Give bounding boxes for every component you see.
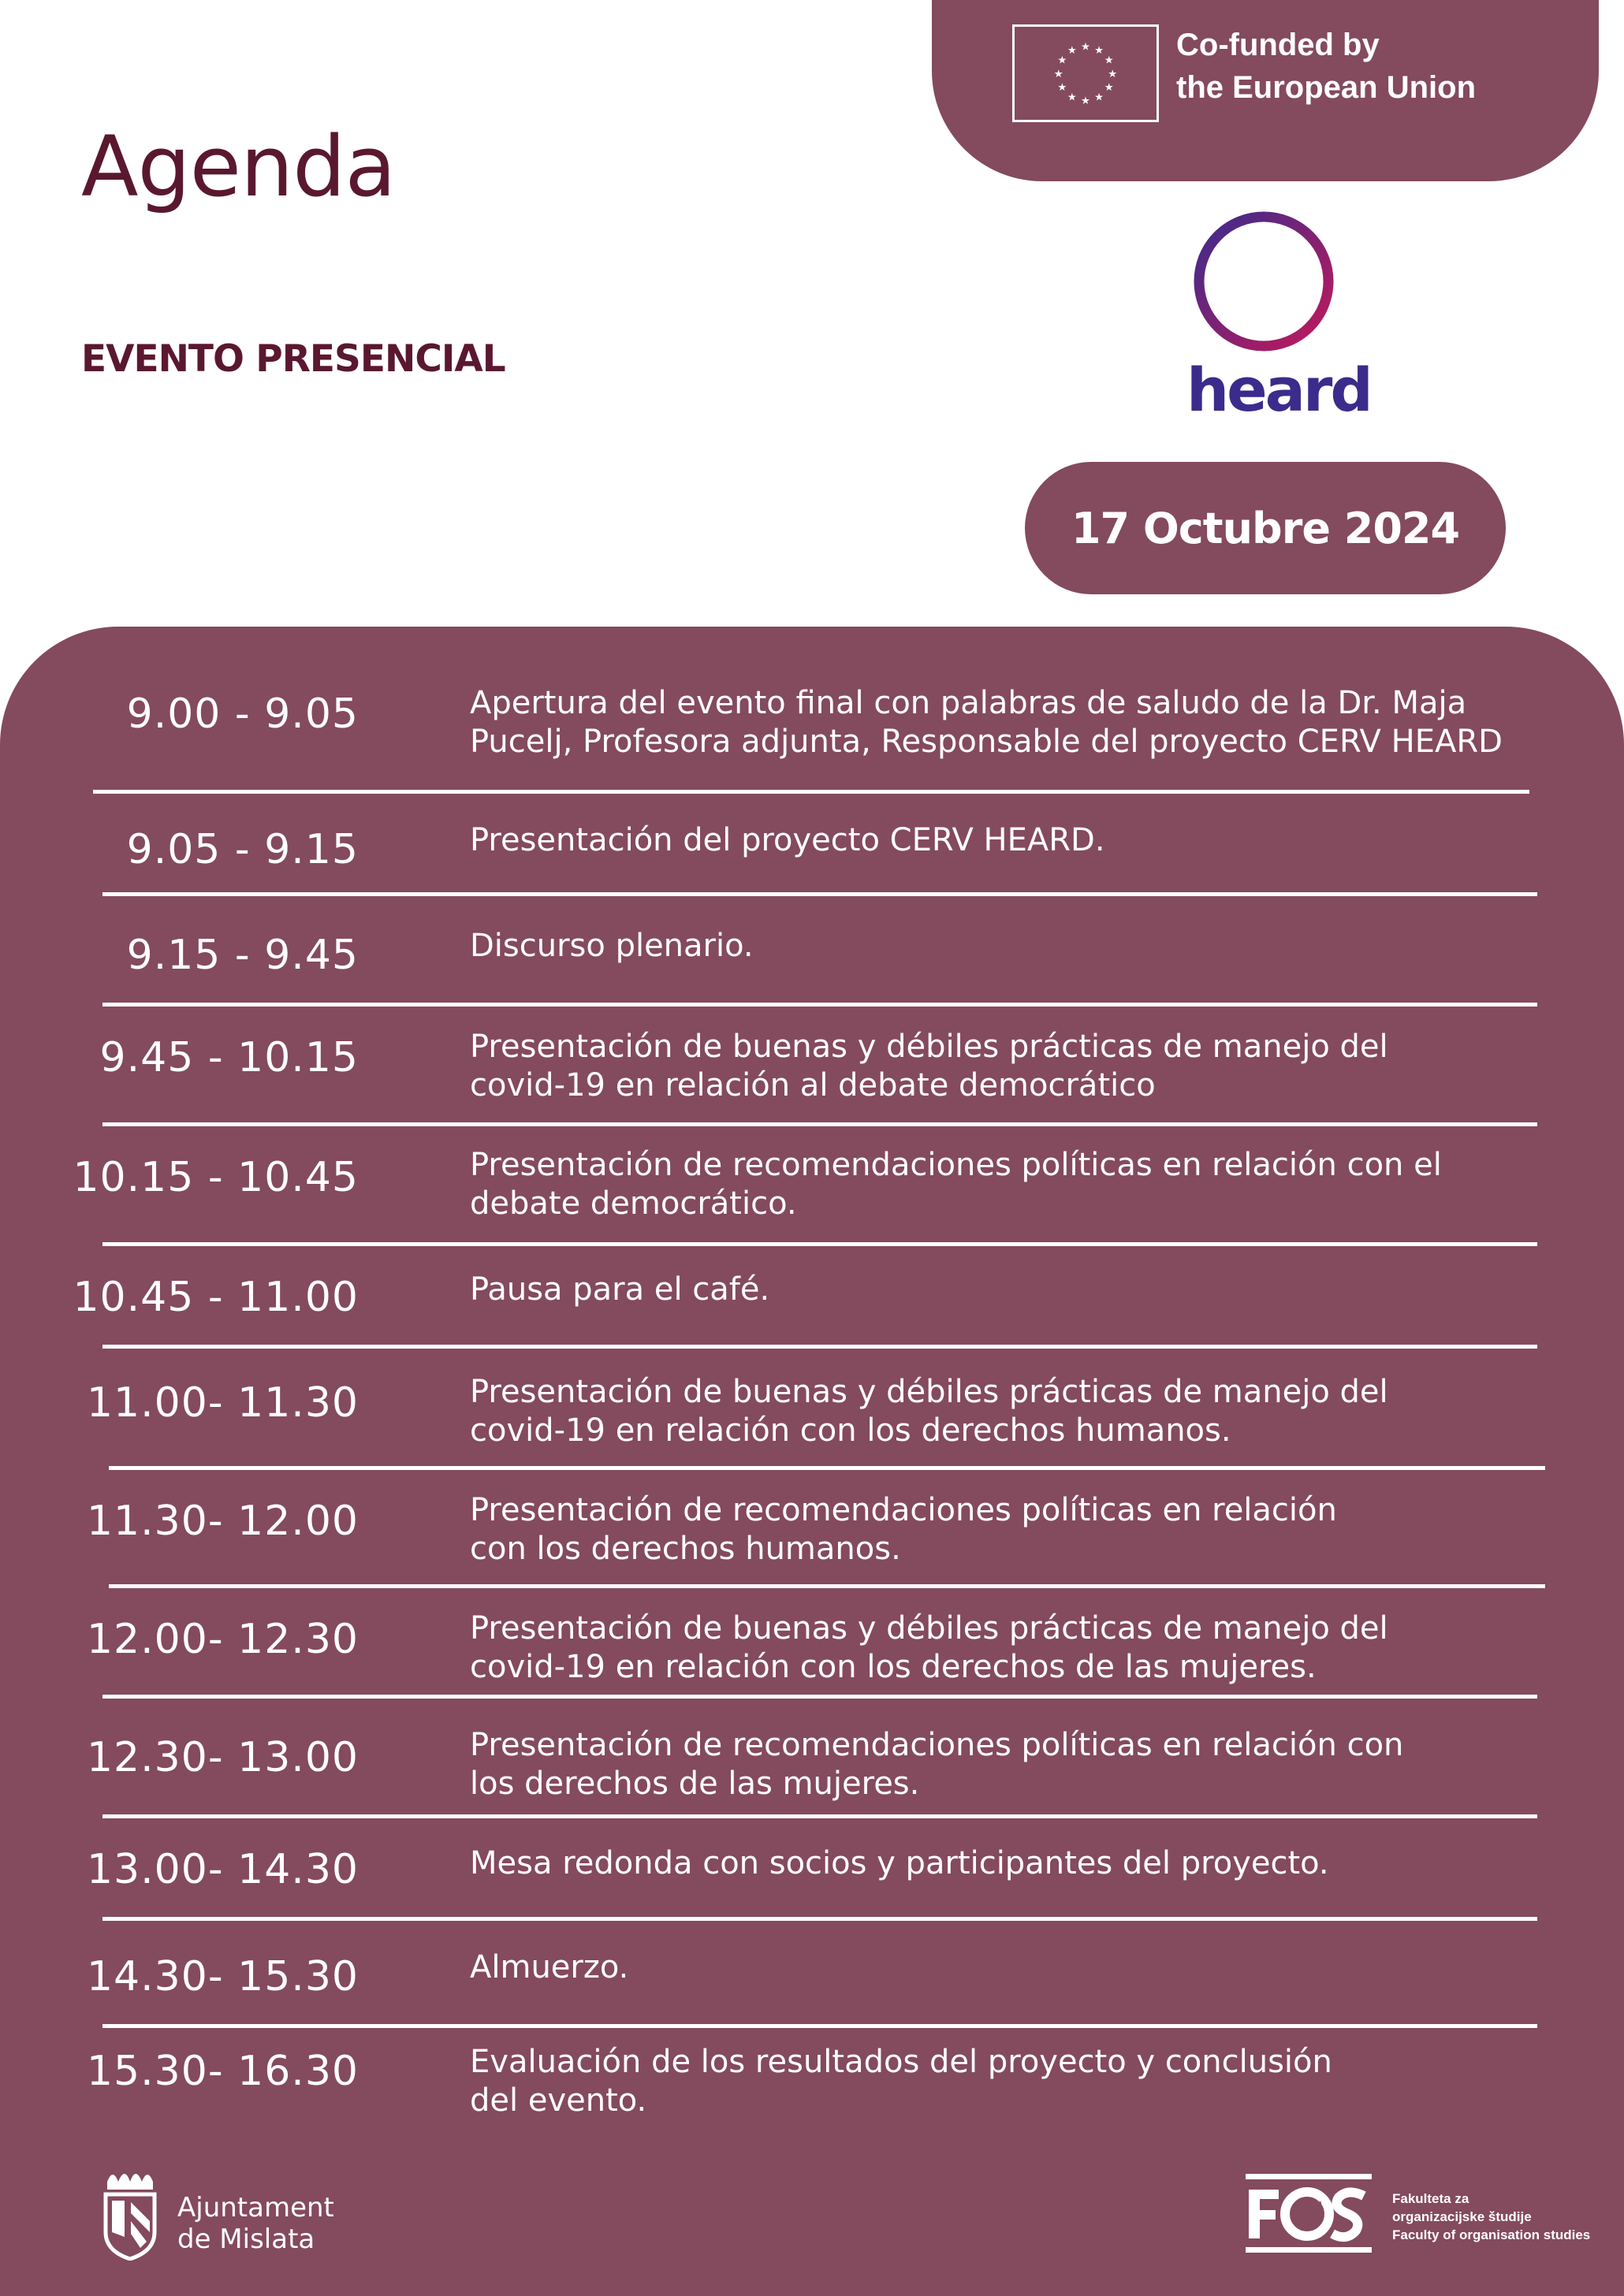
eu-star-icon: ★ <box>1081 41 1090 54</box>
agenda-time: 11.00- 11.30 <box>86 1379 359 1427</box>
agenda-divider <box>102 1345 1537 1349</box>
event-date-badge: 17 Octubre 2024 <box>1025 462 1506 594</box>
eu-star-icon: ★ <box>1057 81 1067 94</box>
agenda-time: 13.00- 14.30 <box>86 1846 359 1893</box>
heard-wordmark: heard <box>1186 355 1371 425</box>
fos-line-3: Faculty of organisation studies <box>1392 2227 1591 2242</box>
eu-star-icon: ★ <box>1094 45 1104 58</box>
fos-line-1: Fakulteta za <box>1392 2191 1469 2206</box>
agenda-description: Presentación del proyecto CERV HEARD. <box>470 822 1105 858</box>
agenda-time: 10.45 - 11.00 <box>73 1274 359 1321</box>
agenda-divider <box>102 1814 1537 1818</box>
agenda-divider <box>102 1003 1537 1007</box>
agenda-divider <box>102 1122 1537 1126</box>
agenda-description: Presentación de recomendaciones políticas en relación con los derechos de las mujeres. <box>470 1727 1404 1802</box>
agenda-time: 12.00- 12.30 <box>86 1616 359 1663</box>
fos-text <box>1392 2190 1590 2244</box>
agenda-time: 15.30- 16.30 <box>86 2048 359 2095</box>
agenda-description: Apertura del evento final con palabras de saludo de la Dr. Maja Pucelj, Profesora adjunta, Responsable del proyecto CERV HEARD <box>470 685 1503 760</box>
eu-star-icon: ★ <box>1104 81 1114 94</box>
ajuntament-text <box>177 2192 334 2255</box>
agenda-description: Presentación de buenas y débiles prácticas de manejo del covid-19 en relación con los derechos de las mujeres. <box>470 1610 1388 1685</box>
eu-star-icon: ★ <box>1057 54 1067 67</box>
agenda-divider <box>102 1695 1537 1699</box>
fos-logo-icon <box>1246 2174 1372 2253</box>
agenda-description: Presentación de recomendaciones políticas en relación con los derechos humanos. <box>470 1492 1337 1567</box>
eu-funding-line-1: Co-funded by <box>1176 28 1380 62</box>
agenda-divider <box>102 892 1537 896</box>
eu-flag-icon <box>1012 24 1159 122</box>
ajuntament-line-1: Ajuntament <box>177 2192 334 2223</box>
agenda-divider <box>93 790 1529 794</box>
page-title: Agenda <box>81 118 396 215</box>
agenda-time: 9.45 - 10.15 <box>99 1034 359 1081</box>
eu-funding-text <box>1176 24 1476 109</box>
agenda-divider <box>109 1584 1545 1588</box>
agenda-divider <box>102 1917 1537 1921</box>
agenda-description: Presentación de buenas y débiles prácticas de manejo del covid-19 en relación con los derechos humanos. <box>470 1374 1388 1449</box>
fos-line-2: organizacijske študije <box>1392 2209 1532 2224</box>
agenda-description: Pausa para el café. <box>470 1271 770 1308</box>
agenda-time: 9.05 - 9.15 <box>126 826 359 873</box>
agenda-description: Almuerzo. <box>470 1949 629 1985</box>
eu-star-icon: ★ <box>1081 95 1090 108</box>
agenda-description: Mesa redonda con socios y participantes del proyecto. <box>470 1845 1329 1881</box>
agenda-time: 11.30- 12.00 <box>86 1498 359 1545</box>
agenda-divider <box>109 1466 1545 1470</box>
eu-star-icon: ★ <box>1094 91 1104 104</box>
mislata-crest-icon <box>101 2166 159 2261</box>
eu-star-icon: ★ <box>1053 68 1063 80</box>
ajuntament-line-2: de Mislata <box>177 2223 315 2255</box>
agenda-divider <box>102 2024 1537 2028</box>
agenda-time: 12.30- 13.00 <box>86 1734 359 1781</box>
agenda-description: Presentación de recomendaciones políticas en relación con el debate democrático. <box>470 1147 1442 1222</box>
eu-star-icon: ★ <box>1067 91 1077 104</box>
eu-star-icon: ★ <box>1067 45 1077 58</box>
eu-funding-line-2: the European Union <box>1176 70 1476 105</box>
eu-star-icon: ★ <box>1108 68 1118 80</box>
eu-funding-badge <box>932 0 1599 181</box>
agenda-time: 9.00 - 9.05 <box>126 690 359 738</box>
agenda-divider <box>102 1242 1537 1246</box>
agenda-time: 10.15 - 10.45 <box>73 1154 359 1201</box>
agenda-time: 9.15 - 9.45 <box>126 932 359 979</box>
heard-logo-icon <box>1189 207 1339 356</box>
agenda-description: Evaluación de los resultados del proyecto y conclusión del evento. <box>470 2044 1332 2119</box>
event-type-subtitle: EVENTO PRESENCIAL <box>81 337 505 381</box>
agenda-description: Discurso plenario. <box>470 928 754 964</box>
agenda-description: Presentación de buenas y débiles prácticas de manejo del covid-19 en relación al debate democrático <box>470 1029 1388 1103</box>
agenda-time: 14.30- 15.30 <box>86 1953 359 2000</box>
eu-star-icon: ★ <box>1104 54 1114 67</box>
